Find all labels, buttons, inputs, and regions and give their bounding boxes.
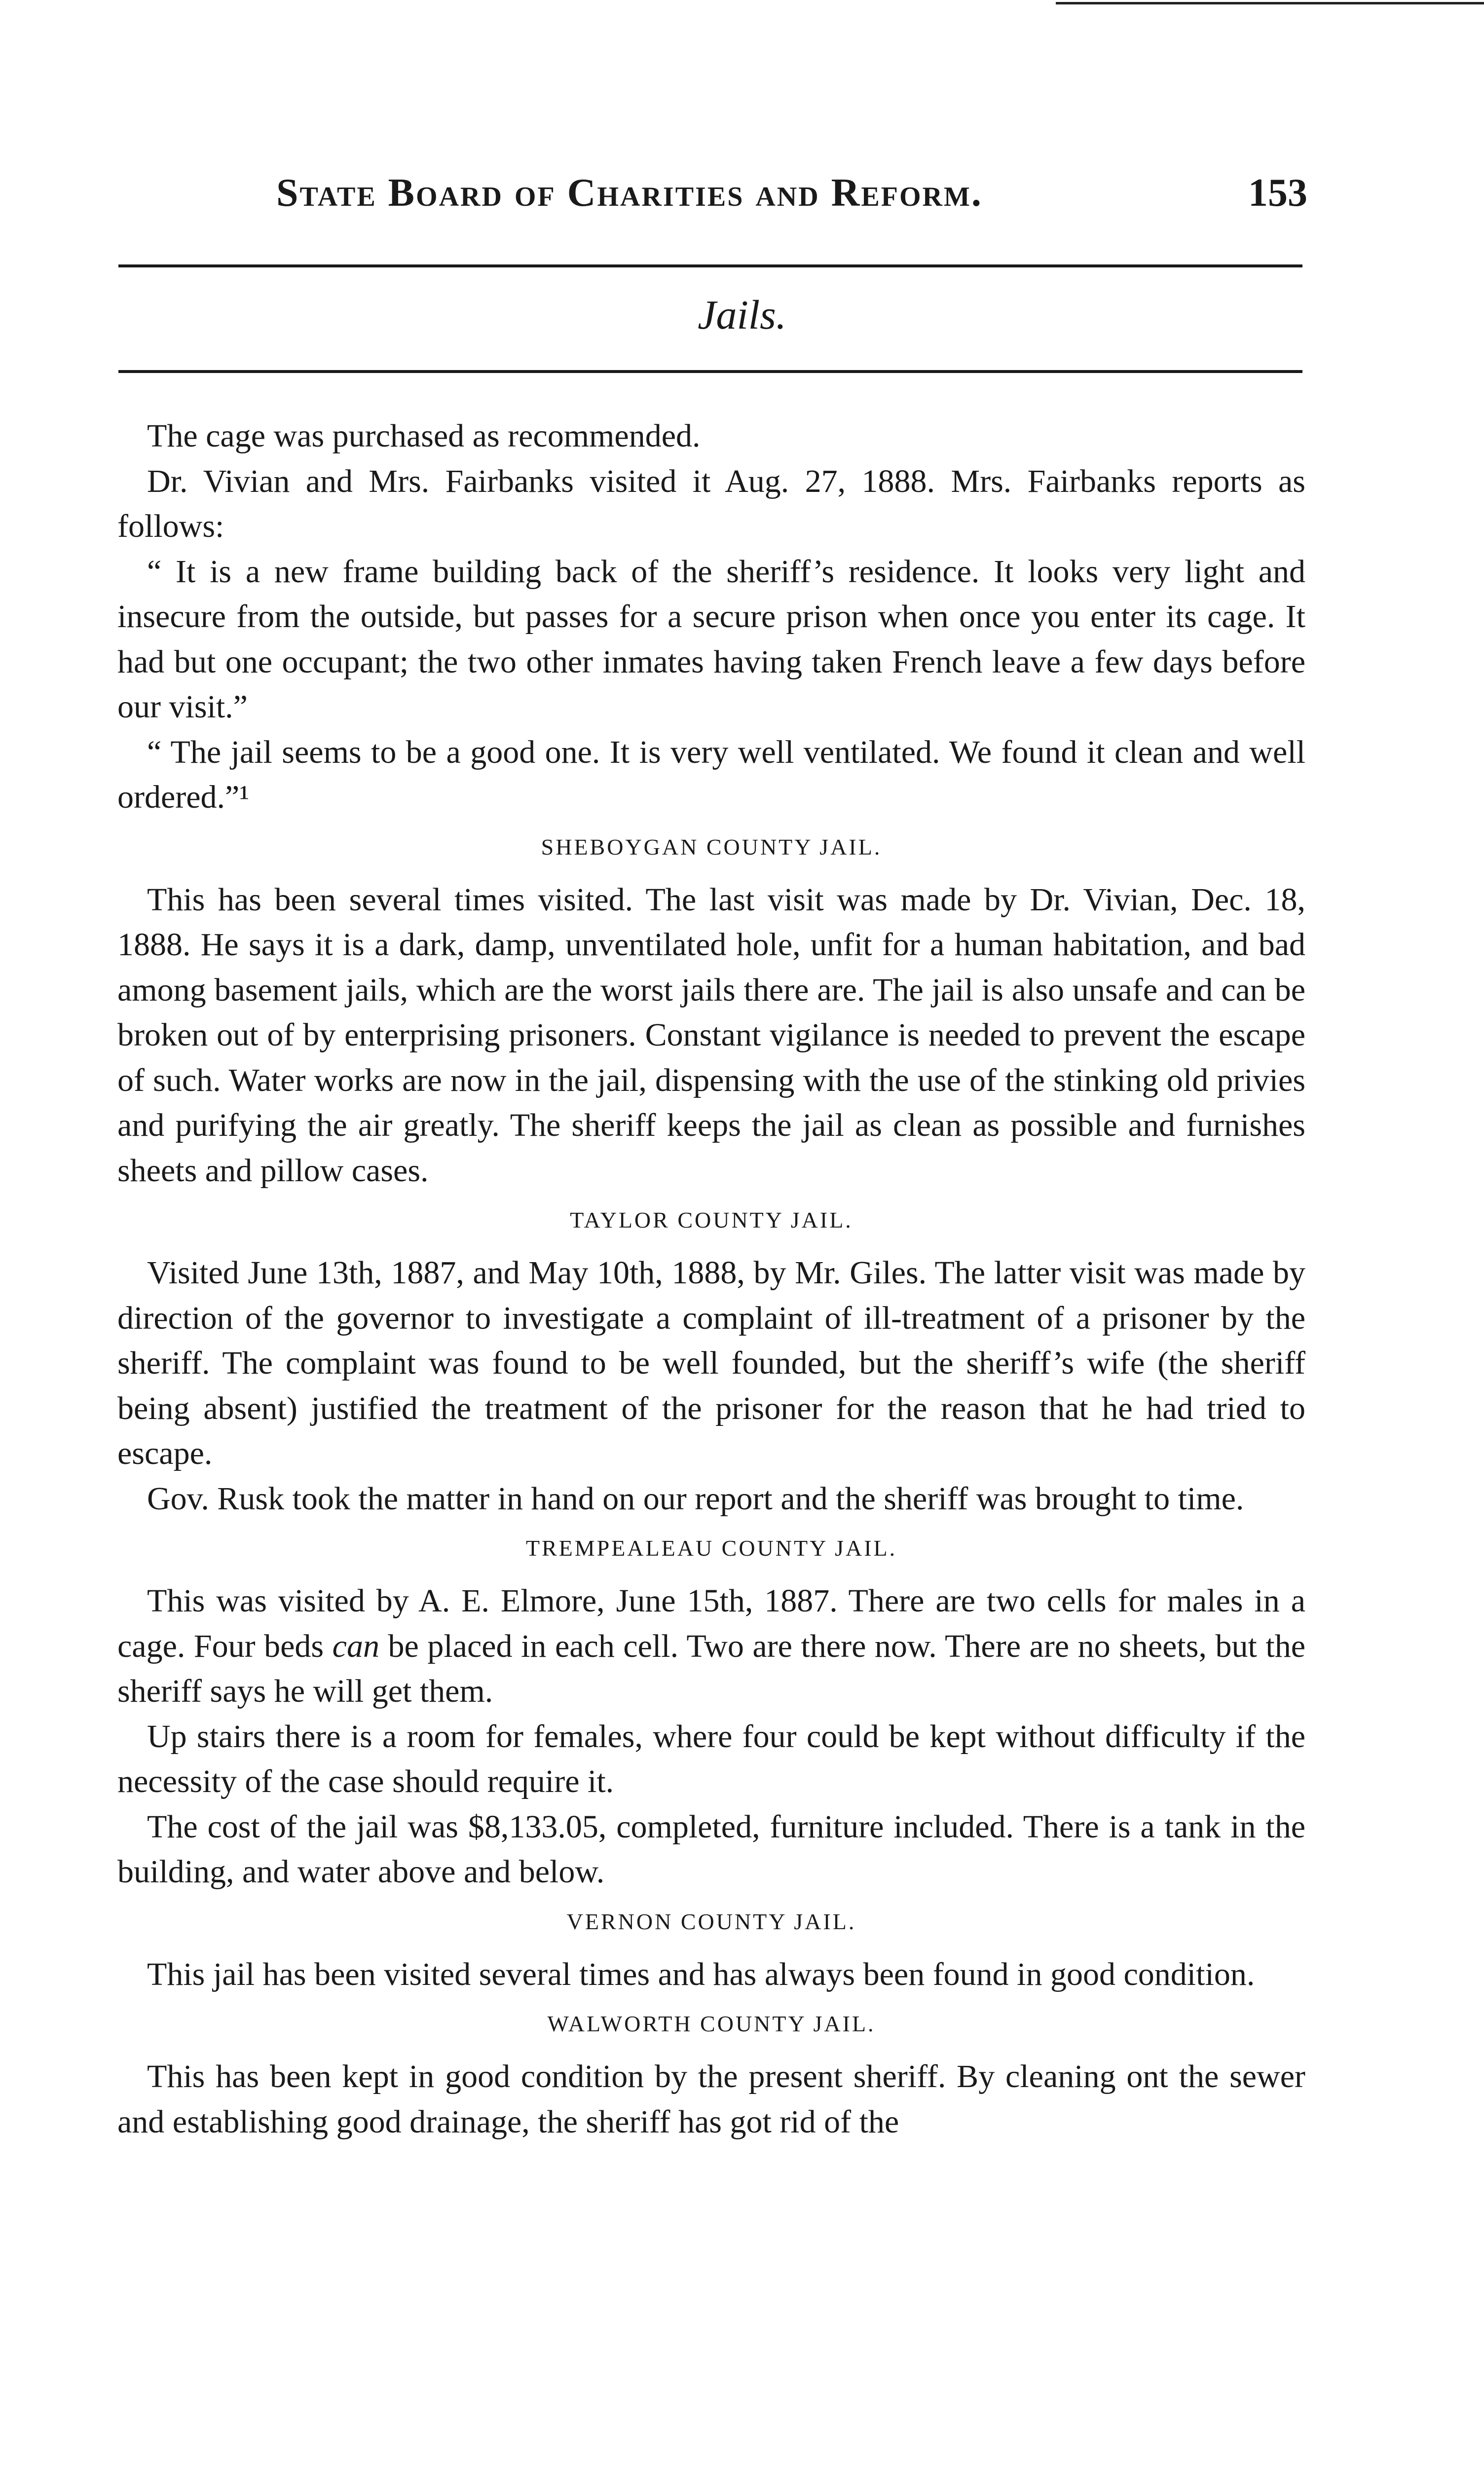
page-number: 153 <box>1248 171 1307 215</box>
text-run: be placed in each cell. Two are there now. There are no sheets, but the sheriff says he will get them. <box>117 1628 1305 1709</box>
paragraph: The cost of the jail was $8,133.05, completed, furniture included. There is a tank in the building, and water above and below. <box>117 1808 1305 1890</box>
running-head <box>0 171 1484 225</box>
paragraph: This jail has been visited several times and has always been found in good condition. <box>147 1956 1255 1992</box>
paragraph: This has been kept in good condition by the present sheriff. By cleaning ont the sewer and establishing good drainage, the sheriff has got rid of the <box>117 2058 1305 2140</box>
paragraph: This has been several times visited. The last visit was made by Dr. Vivian, Dec. 18, 1888. He says it is a dark, damp, unventilated hole, unfit for a human habitation, and bad among basement jails, which are the worst jails there are. The jail is also unsafe and can be broken out of by enterprising prisoners. Constant vigilance is needed to prevent the escape of such. Water works are now in the jail, dispensing with the use of the stinking old privies and purifying the air greatly. The sheriff keeps the jail as clean as possible and furnishes sheets and pillow cases. <box>117 881 1305 1189</box>
subheading-vernon: VERNON COUNTY JAIL. <box>566 1908 856 1934</box>
paragraph: The cage was purchased as recommended. <box>147 418 701 454</box>
quoted-paragraph: “ It is a new frame building back of the sheriff’s residence. It looks very light and insecure from the outside, but passes for a secure prison when once you enter its cage. It had but one occupant; the two other inmates having taken French leave a few days before our visit.” <box>117 553 1305 725</box>
running-title: State Board of Charities and Reform. <box>276 171 983 215</box>
paragraph <box>117 1578 1305 1714</box>
paragraph: Visited June 13th, 1887, and May 10th, 1888, by Mr. Giles. The latter visit was made by direction of the governor to investigate a complaint of ill-treatment of a prisoner by the sheriff. The complaint was found to be well founded, but the sheriff’s wife (the sheriff being absent) justified the treatment of the prisoner for the reason that he had tried to escape. <box>117 1255 1305 1471</box>
header-rule-bottom <box>118 370 1302 373</box>
subheading-walworth: WALWORTH COUNTY JAIL. <box>547 2011 876 2036</box>
quoted-paragraph: “ The jail seems to be a good one. It is very well ventilated. We found it clean and well ordered.”¹ <box>117 734 1305 815</box>
text-run: This was visited by A. E. Elmore, June 15th, 1887. There are two cells for males in a cage. Four beds <box>117 1583 1305 1664</box>
paragraph: Gov. Rusk took the matter in hand on our report and the sheriff was brought to time. <box>147 1480 1244 1517</box>
subheading-trempealeau: TREMPEALEAU COUNTY JAIL. <box>525 1535 897 1561</box>
subheading-sheboygan: SHEBOYGAN COUNTY JAIL. <box>541 834 882 860</box>
page-body <box>117 413 1305 2144</box>
top-edge-rule <box>1056 2 1484 4</box>
paragraph: Dr. Vivian and Mrs. Fairbanks visited it Aug. 27, 1888. Mrs. Fairbanks reports as follows: <box>117 463 1305 544</box>
italic-word: can <box>332 1628 379 1664</box>
header-rule-top <box>118 264 1302 267</box>
paragraph: Up stairs there is a room for females, where four could be kept without difficulty if the necessity of the case should require it. <box>117 1718 1305 1799</box>
section-title: Jails. <box>698 292 786 338</box>
subheading-taylor: TAYLOR COUNTY JAIL. <box>570 1207 853 1233</box>
